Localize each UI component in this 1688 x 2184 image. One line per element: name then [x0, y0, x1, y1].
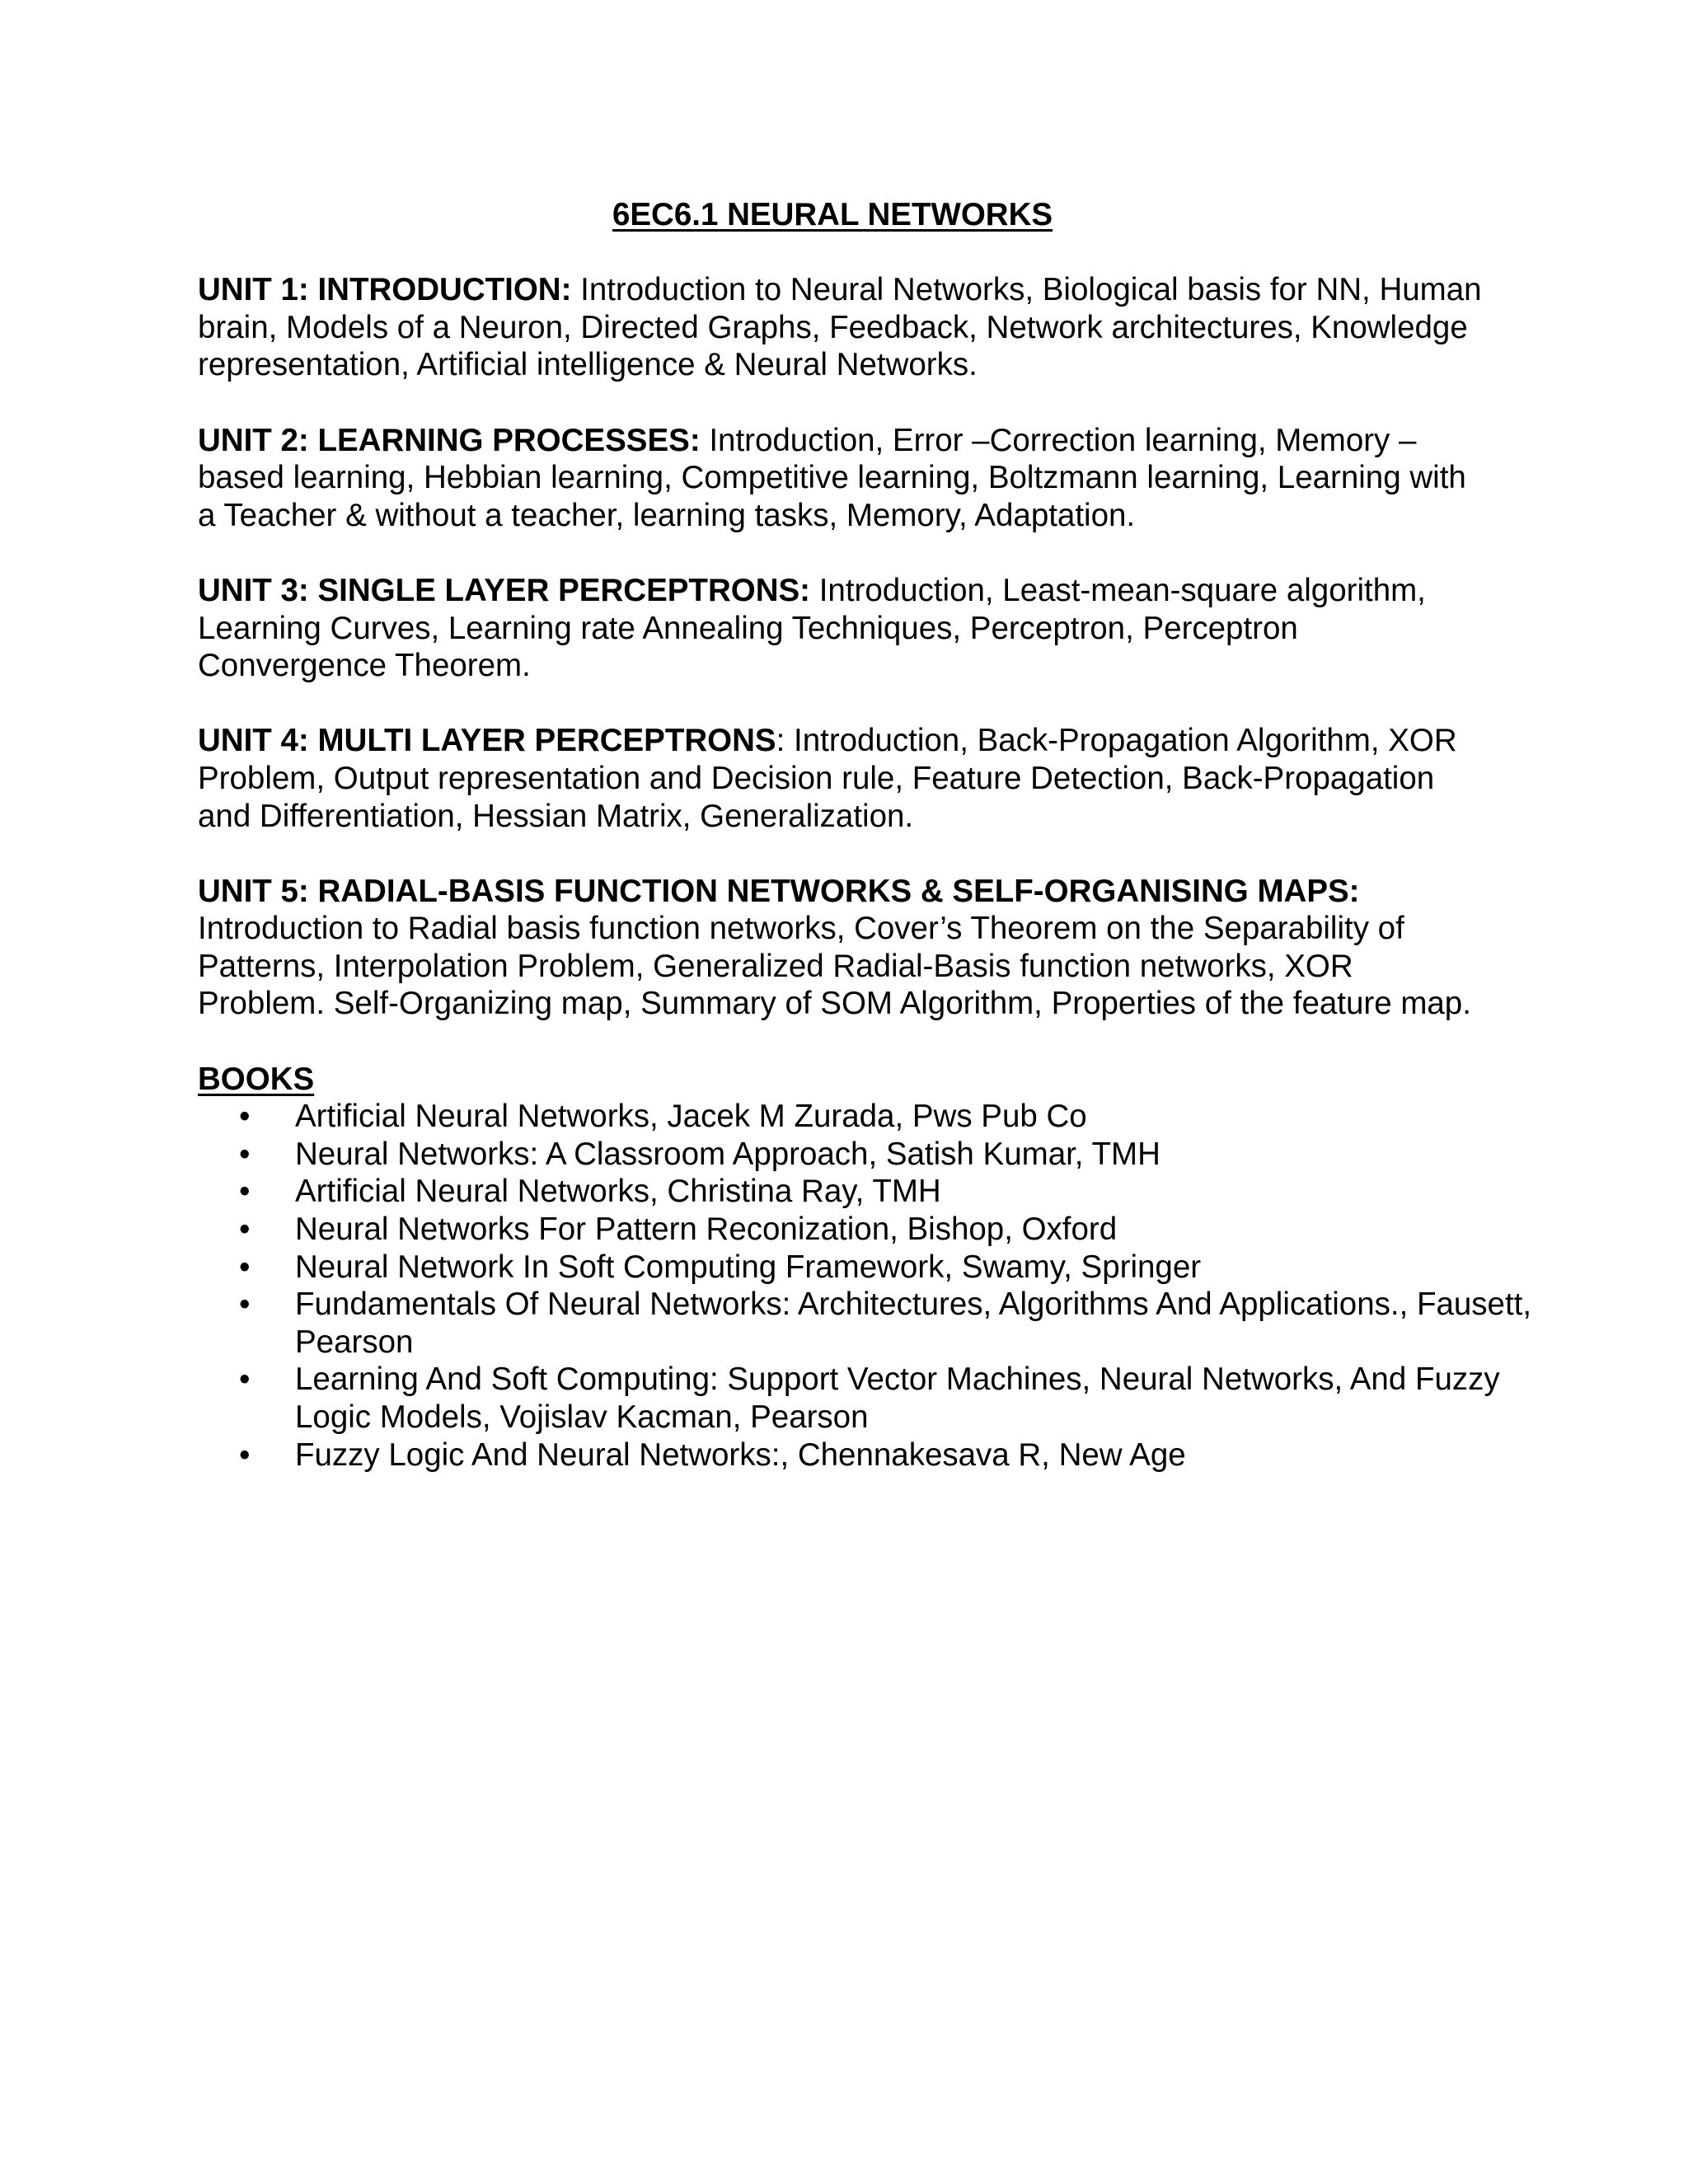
- list-item: [198, 1098, 1581, 1136]
- book-entry: Neural Networks: A Classroom Approach, Satish Kumar, TMH: [295, 1136, 1160, 1172]
- bullet-icon: •: [239, 1361, 251, 1398]
- list-item: [198, 1173, 1581, 1211]
- unit-3-text: Introduction, Least-mean-square algorithm, Learning Curves, Learning rate Annealing Techniques, Perceptron, Perceptron Convergence Theorem.: [198, 572, 1426, 684]
- bullet-icon: •: [239, 1174, 251, 1210]
- unit-3-paragraph: [198, 572, 1484, 685]
- list-item: [198, 1286, 1581, 1361]
- book-entry: Fundamentals Of Neural Networks: Architectures, Algorithms And Applications., Fausett, Pearson: [295, 1286, 1532, 1360]
- bullet-icon: •: [239, 1286, 251, 1323]
- book-entry: Neural Networks For Pattern Reconization, Bishop, Oxford: [295, 1212, 1118, 1248]
- unit-5-heading: UNIT 5: RADIAL-BASIS FUNCTION NETWORKS & SELF-ORGANISING MAPS:: [198, 873, 1360, 909]
- unit-1-text: Introduction to Neural Networks, Biological basis for NN, Human brain, Models of a Neuron, Directed Graphs, Feedback, Network architectures, Knowledge representation, Artificial intelligence & Neural Networks.: [198, 272, 1482, 383]
- book-entry: Neural Network In Soft Computing Framework, Swamy, Springer: [295, 1249, 1202, 1285]
- unit-5-paragraph: [198, 873, 1484, 1023]
- unit-2-heading: UNIT 2: LEARNING PROCESSES:: [198, 422, 701, 458]
- list-item: [198, 1361, 1581, 1436]
- unit-4-text: : Introduction, Back-Propagation Algorithm, XOR Problem, Output representation and Decision rule, Feature Detection, Back-Propagation and Differentiation, Hessian Matrix, Generalization.: [198, 723, 1457, 834]
- book-entry: Fuzzy Logic And Neural Networks:, Chennakesava R, New Age: [295, 1436, 1186, 1473]
- unit-3-heading: UNIT 3: SINGLE LAYER PERCEPTRONS:: [198, 572, 811, 608]
- list-item: [198, 1436, 1581, 1474]
- list-item: [198, 1136, 1581, 1174]
- unit-4-heading: UNIT 4: MULTI LAYER PERCEPTRONS: [198, 723, 776, 759]
- bullet-icon: •: [239, 1249, 251, 1285]
- unit-2-text: Introduction, Error –Correction learning, Memory –based learning, Hebbian learning, Competitive learning, Boltzmann learning, Learning with a Teacher & without a teacher, learning tasks, Memory, Adaptation.: [198, 422, 1466, 533]
- books-heading: BOOKS: [198, 1061, 315, 1097]
- unit-2-paragraph: [198, 422, 1484, 535]
- bullet-icon: •: [239, 1136, 251, 1172]
- unit-1-paragraph: [198, 271, 1484, 384]
- book-entry: Artificial Neural Networks, Jacek M Zurada, Pws Pub Co: [295, 1099, 1087, 1135]
- book-entry: Learning And Soft Computing: Support Vector Machines, Neural Networks, And Fuzzy Logic Models, Vojislav Kacman, Pearson: [295, 1361, 1500, 1435]
- bullet-icon: •: [239, 1099, 251, 1135]
- unit-5-text: Introduction to Radial basis function networks, Cover’s Theorem on the Separability of Patterns, Interpolation Problem, Generalized Radial-Basis function networks, XOR Problem. Self-Organizing map, Summary of SOM Algorithm, Properties of the feature map.: [198, 911, 1471, 1022]
- document-title: 6EC6.1 NEURAL NETWORKS: [612, 197, 1053, 232]
- bullet-icon: •: [239, 1436, 251, 1473]
- document-page: [198, 196, 1566, 1474]
- books-list: [198, 1098, 1566, 1474]
- unit-4-paragraph: [198, 722, 1484, 835]
- list-item: [198, 1249, 1581, 1286]
- bullet-icon: •: [239, 1212, 251, 1248]
- list-item: [198, 1211, 1581, 1249]
- book-entry: Artificial Neural Networks, Christina Ray, TMH: [295, 1174, 941, 1210]
- unit-1-heading: UNIT 1: INTRODUCTION:: [198, 272, 572, 308]
